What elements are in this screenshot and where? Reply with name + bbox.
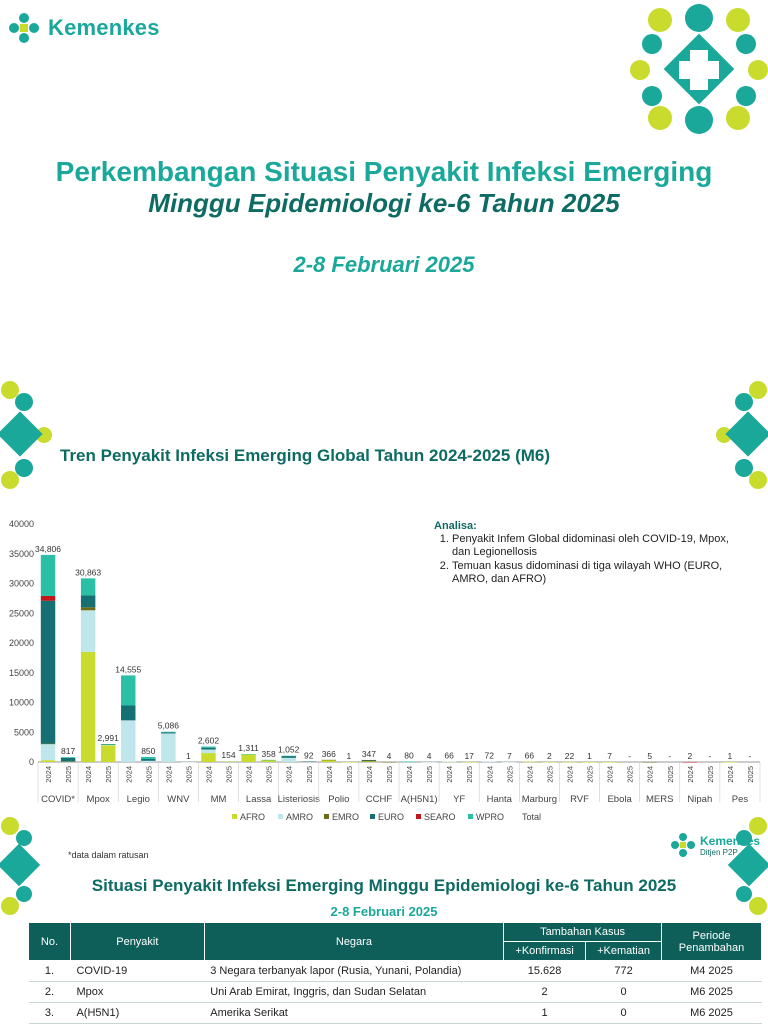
total-label: 1	[346, 750, 352, 761]
total-label: 80	[404, 750, 414, 761]
legend-swatch-emro	[324, 814, 329, 819]
right-ornament-icon	[714, 380, 768, 490]
cell-no: 3.	[29, 1003, 71, 1024]
category-label: MM	[210, 794, 227, 805]
bar-segment-afro	[101, 745, 115, 762]
legend-swatch-euro	[370, 814, 375, 819]
bar-segment-afro	[322, 760, 336, 762]
cell-konfirmasi: 15.628	[504, 961, 586, 982]
bar-segment-searo	[41, 596, 55, 601]
bar-segment-euro	[141, 759, 155, 761]
total-label: 850	[141, 745, 156, 756]
cell-konfirmasi: 2	[504, 982, 586, 1003]
bar-segment-afro	[201, 753, 215, 762]
total-label: 1,052	[278, 744, 300, 755]
total-label: -	[628, 751, 632, 761]
total-label: 1	[727, 750, 733, 761]
bar-segment-euro	[121, 705, 135, 720]
year-tick-label: 2024	[565, 766, 575, 783]
date-range: 2-8 Februari 2025	[293, 252, 475, 277]
year-tick-label: 2024	[364, 766, 374, 783]
analysis-box	[434, 520, 744, 587]
legend-label: AMRO	[286, 812, 313, 822]
total-label: 34,806	[35, 543, 62, 554]
y-tick-label: 35000	[8, 548, 34, 559]
cell-periode: M6 2025	[662, 982, 762, 1003]
col-header-penyakit: Penyakit	[70, 923, 204, 961]
cell-no: 2.	[29, 982, 71, 1003]
bar-segment-amro	[482, 762, 496, 763]
bar-segment-emro	[81, 607, 95, 610]
cell-kematian: 772	[586, 961, 662, 982]
category-label: Lassa	[245, 794, 272, 805]
bar-segment-amro	[281, 758, 295, 762]
left-ornament-icon	[0, 380, 54, 490]
category-label: Nipah	[687, 794, 713, 805]
main-subtitle: Minggu Epidemiologi ke-6 Tahun 2025	[148, 188, 620, 218]
analysis-list	[434, 533, 744, 586]
total-label: 154	[221, 750, 236, 761]
bar-segment-euro	[302, 761, 316, 762]
year-tick-label: 2024	[725, 766, 735, 783]
bar-segment-amro	[181, 762, 195, 763]
bar-segment-emro	[362, 761, 376, 762]
category-label: Ebola	[607, 794, 632, 805]
bar-segment-afro	[41, 760, 55, 762]
year-tick-label: 2024	[605, 766, 615, 783]
ditjen-logo	[670, 832, 760, 858]
cell-kematian: 0	[586, 982, 662, 1003]
bar-segment-afro	[542, 762, 556, 763]
bar-segment-afro	[582, 762, 596, 763]
bar-segment-wpro	[141, 757, 155, 759]
total-label: 22	[564, 750, 575, 761]
year-tick-label: 2024	[685, 766, 695, 783]
y-tick-label: 40000	[8, 519, 34, 529]
bar-segment-afro	[522, 762, 536, 763]
year-tick-label: 2025	[104, 766, 114, 783]
bar-segment-amro	[201, 750, 215, 754]
bar-segment-afro	[562, 762, 576, 763]
year-tick-label: 2024	[44, 766, 54, 783]
year-tick-label: 2024	[645, 766, 655, 783]
total-label: 7	[607, 750, 612, 761]
col-header-konfirmasi: +Konfirmasi	[504, 942, 586, 961]
kemenkes-emblem-icon	[6, 10, 42, 46]
sub-logo-text: Kemenkes	[700, 833, 761, 848]
chart-section-title: Tren Penyakit Infeksi Emerging Global Tahun 2024-2025 (M6)	[60, 446, 551, 465]
category-label: YF	[453, 794, 466, 805]
year-tick-label: 2025	[505, 766, 515, 783]
legend-label: EURO	[378, 812, 405, 822]
bar-segment-searo	[683, 762, 697, 763]
legend-swatch-amro	[278, 814, 283, 819]
bar-segment-amro	[141, 761, 155, 762]
total-label: 347	[361, 748, 377, 759]
analysis-point: 1. Penyakit Infem Global didominasi oleh COVID-19, Mpox, dan Legionellosis	[452, 533, 744, 559]
category-label: RVF	[570, 794, 589, 805]
category-label: COVID*	[41, 794, 75, 805]
bar-segment-wpro	[121, 675, 135, 705]
bar-segment-wpro	[81, 578, 95, 595]
total-label: 14,555	[115, 664, 142, 675]
category-label: CCHF	[365, 794, 393, 805]
year-tick-label: 2024	[284, 766, 294, 783]
year-tick-label: 2024	[124, 766, 134, 783]
total-label: 4	[386, 750, 392, 761]
year-tick-label: 2025	[144, 766, 154, 783]
top-right-ornament-icon	[630, 0, 768, 140]
y-tick-label: 15000	[8, 667, 34, 678]
category-label: Listeriosis	[277, 794, 320, 805]
year-tick-label: 2025	[665, 766, 675, 783]
legend-swatch-afro	[232, 814, 237, 819]
bar-segment-euro	[161, 732, 175, 733]
legend-label: Total	[522, 812, 542, 822]
bar-segment-euro	[41, 601, 55, 744]
legend-label: SEARO	[424, 812, 456, 822]
bar-segment-wpro	[281, 756, 295, 757]
year-tick-label: 2025	[625, 766, 635, 783]
year-tick-label: 2025	[224, 766, 234, 783]
table-row	[29, 961, 762, 982]
sub-logo-caption: Ditjen P2P	[700, 847, 738, 857]
bar-segment-emro	[642, 762, 656, 763]
cell-negara: Uni Arab Emirat, Inggris, dan Sudan Selatan	[204, 982, 503, 1003]
bar-segment-euro	[81, 595, 95, 607]
legend-swatch-wpro	[468, 814, 473, 819]
year-tick-label: 2025	[585, 766, 595, 783]
bar-segment-afro	[241, 754, 255, 762]
analysis-point: 2. Temuan kasus didominasi di tiga wilayah WHO (EURO, AMRO, dan AFRO)	[452, 560, 744, 586]
bar-segment-emro	[41, 744, 55, 745]
bar-segment-wpro	[261, 760, 275, 761]
chart-footnote: *data dalam ratusan	[68, 850, 149, 860]
cell-penyakit: A(H5N1)	[70, 1003, 204, 1024]
year-tick-label: 2025	[264, 766, 274, 783]
cell-negara: Amerika Serikat	[204, 1003, 503, 1024]
cell-konfirmasi: 1	[504, 1003, 586, 1024]
total-label: 2	[547, 750, 552, 761]
category-label: Mpox	[86, 794, 110, 805]
bar-segment-afro	[81, 652, 95, 762]
year-tick-label: 2025	[425, 766, 435, 783]
bar-segment-afro	[462, 762, 476, 763]
cell-penyakit: COVID-19	[70, 961, 204, 982]
table-subtitle: 2-8 Februari 2025	[330, 904, 438, 919]
bar-segment-afro	[723, 762, 737, 763]
year-tick-label: 2024	[164, 766, 174, 783]
total-label: 2,991	[97, 733, 119, 744]
year-tick-label: 2025	[64, 766, 74, 783]
main-title: Perkembangan Situasi Penyakit Infeksi Emerging	[55, 156, 713, 187]
y-tick-label: 10000	[8, 697, 34, 708]
logo-text: Kemenkes	[48, 15, 160, 40]
bar-segment-afro	[362, 761, 376, 762]
year-tick-label: 2025	[745, 766, 755, 783]
total-label: 366	[321, 748, 336, 759]
bar-segment-amro	[221, 761, 235, 762]
cell-negara: 3 Negara terbanyak lapor (Rusia, Yunani, Polandia)	[204, 961, 503, 982]
year-tick-label: 2024	[445, 766, 455, 783]
kemenkes-logo	[6, 10, 160, 46]
total-label: 2,602	[197, 735, 220, 746]
total-label: 30,863	[75, 567, 102, 578]
bar-segment-amro	[121, 720, 135, 762]
cell-penyakit: Mpox	[70, 982, 204, 1003]
year-tick-label: 2024	[84, 766, 94, 783]
legend-label: AFRO	[240, 812, 266, 822]
total-label: 66	[524, 750, 535, 761]
category-label: A(H5N1)	[400, 794, 438, 805]
bar-segment-wpro	[61, 757, 75, 758]
col-header-negara: Negara	[204, 923, 503, 961]
total-label: 817	[60, 746, 76, 757]
legend-swatch-searo	[416, 814, 421, 819]
category-label: WNV	[167, 794, 190, 805]
table-row	[29, 982, 762, 1003]
bar-segment-amro	[41, 744, 55, 760]
year-tick-label: 2025	[384, 766, 394, 783]
bar-segment-amro	[161, 733, 175, 762]
col-header-tambahan: Tambahan Kasus	[504, 923, 662, 942]
bar-segment-euro	[281, 756, 295, 758]
year-tick-label: 2024	[405, 766, 415, 783]
category-label: Polio	[328, 794, 350, 805]
col-header-kematian: +Kematian	[586, 942, 662, 961]
bar-segment-wpro	[161, 732, 175, 733]
y-tick-label: 30000	[8, 578, 34, 589]
bar-segment-wpro	[101, 744, 115, 745]
bar-segment-amro	[422, 762, 436, 763]
total-label: 1	[587, 750, 592, 761]
total-label: -	[708, 751, 712, 761]
legend-label: EMRO	[332, 812, 359, 822]
total-label: -	[668, 751, 672, 761]
total-label: 4	[426, 750, 432, 761]
legend-label: WPRO	[476, 812, 504, 822]
bar-segment-euro	[201, 748, 215, 750]
total-label: 1	[186, 750, 191, 761]
kemenkes-small-emblem-icon	[670, 832, 696, 858]
bar-segment-euro	[362, 760, 376, 761]
bar-segment-afro	[342, 762, 356, 763]
bar-segment-amro	[442, 762, 456, 763]
year-tick-label: 2025	[545, 766, 555, 783]
y-tick-label: 20000	[8, 638, 34, 648]
category-label: Marburg	[521, 794, 558, 805]
bar-segment-emro	[322, 760, 336, 761]
year-tick-label: 2024	[324, 766, 334, 783]
total-label: 92	[304, 750, 314, 761]
category-label: Hanta	[486, 794, 512, 805]
total-label: -	[748, 751, 752, 761]
category-label: MERS	[645, 794, 674, 805]
table-row	[29, 1003, 762, 1024]
bar-segment-wpro	[402, 762, 416, 763]
bar-segment-wpro	[241, 754, 255, 755]
year-tick-label: 2025	[465, 766, 475, 783]
year-tick-label: 2024	[244, 766, 254, 783]
year-tick-label: 2024	[204, 766, 214, 783]
bar-segment-wpro	[41, 555, 55, 596]
year-tick-label: 2025	[344, 766, 354, 783]
situation-table	[28, 922, 762, 1024]
total-label: 72	[484, 750, 494, 761]
bar-segment-afro	[602, 762, 616, 763]
total-label: 17	[464, 750, 474, 761]
total-label: 5	[647, 750, 653, 761]
bar-segment-euro	[61, 758, 75, 762]
col-header-no: No.	[29, 923, 71, 961]
year-tick-label: 2025	[184, 766, 194, 783]
year-tick-label: 2025	[705, 766, 715, 783]
bar-segment-wpro	[201, 747, 215, 748]
year-tick-label: 2024	[525, 766, 535, 783]
col-header-periode: Periode Penambahan	[662, 923, 762, 961]
cell-kematian: 0	[586, 1003, 662, 1024]
total-label: 358	[261, 748, 276, 759]
category-label: Pes	[731, 794, 749, 805]
total-label: 5,086	[157, 720, 180, 731]
bar-segment-emro	[61, 761, 75, 762]
table-title: Situasi Penyakit Infeksi Emerging Minggu Epidemiologi ke-6 Tahun 2025	[91, 876, 677, 895]
y-tick-label: 5000	[13, 727, 34, 738]
year-tick-label: 2024	[485, 766, 495, 783]
total-label: 2	[687, 750, 693, 761]
analysis-heading: Analisa:	[434, 520, 477, 532]
y-tick-label: 0	[28, 757, 34, 767]
total-label: 66	[444, 750, 454, 761]
bar-segment-amro	[81, 610, 95, 652]
year-tick-label: 2025	[304, 766, 314, 783]
total-label: 7	[506, 750, 512, 761]
cell-periode: M6 2025	[662, 1003, 762, 1024]
y-tick-label: 25000	[8, 608, 34, 619]
cell-no: 1.	[29, 961, 71, 982]
total-label: 1,311	[238, 743, 259, 754]
bar-segment-amro	[502, 762, 516, 763]
category-label: Legio	[126, 794, 150, 805]
cell-periode: M4 2025	[662, 961, 762, 982]
bar-segment-emro	[382, 762, 396, 763]
